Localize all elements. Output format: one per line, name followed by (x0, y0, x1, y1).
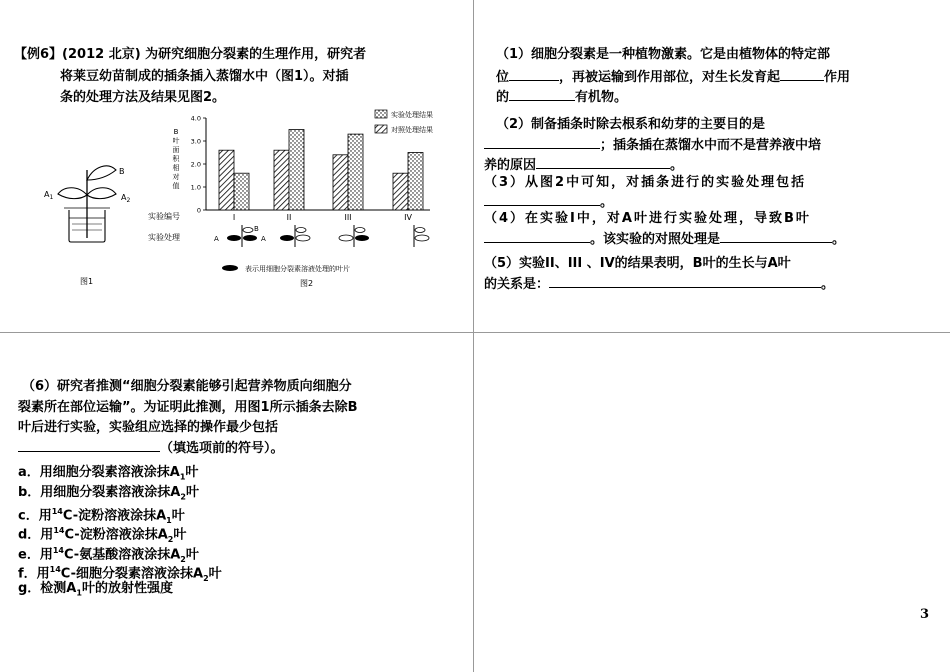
q1-line2: 位 ，再被运输到作用部位，对生长发育起 作用 (496, 66, 850, 87)
fig1-label-a2: $A_2$ (121, 193, 131, 204)
q5-blank[interactable] (549, 273, 821, 288)
note-text: 表示用细胞分裂素溶液处理的叶片 (245, 265, 350, 273)
bar-treat-IV (408, 153, 423, 211)
q6-line2: 裂素所在部位运输”。为证明此推测，用图1所示插条去除B (18, 400, 358, 415)
bar-treat-III (348, 134, 363, 210)
q1-blank-3[interactable] (509, 86, 575, 101)
bar-control-II (274, 150, 289, 210)
q6-line1: （6）研究者推测“细胞分裂素能够引起营养物质向细胞分 (22, 379, 352, 394)
option-d: d．用$^{14}$C-淀粉溶液涂抹$A_2$叶 (18, 526, 187, 544)
bar-control-III (333, 155, 348, 210)
fig1-label-b: B (119, 167, 125, 176)
treatment-diagram-4 (414, 225, 429, 247)
y-label-char: 叶 (172, 137, 180, 145)
fig2-caption: 图2 (300, 279, 314, 288)
q1-line1: （1）细胞分裂素是一种植物激素。它是由植物体的特定部 (496, 47, 831, 62)
y-label-char: 积 (172, 155, 180, 163)
bar-treat-II (289, 130, 304, 211)
fig1-label-a1: $A_1$ (44, 190, 54, 201)
y-label-char: B (173, 128, 179, 136)
treat1-label-a: A (214, 235, 219, 243)
q6-line4: （填选项前的符号）。 (18, 437, 284, 458)
quadrant-divider-horizontal (0, 332, 950, 333)
y-label-char: 相 (172, 164, 180, 172)
q4-blank-2[interactable] (720, 228, 832, 243)
legend-label-control: 对照处理结果 (391, 126, 433, 134)
treatment-diagram-2 (280, 225, 310, 247)
legend-swatch-control (375, 125, 387, 133)
option-g: g．检测$A_1$叶的放射性强度 (18, 581, 173, 598)
option-e: e．用$^{14}$C-氨基酸溶液涂抹$A_2$叶 (18, 546, 199, 564)
q1-blank-1[interactable] (509, 66, 559, 81)
y-label-char: 对 (172, 173, 180, 181)
legend-label-treat: 实验处理结果 (391, 111, 433, 119)
q1-blank-2[interactable] (780, 66, 824, 81)
category-label-I: I (232, 213, 236, 222)
problem-intro-line1: 【例6】(2012 北京) 为研究细胞分裂素的生理作用，研究者 (14, 47, 367, 62)
option-c: c．用$^{14}$C-淀粉溶液涂抹$A_1$叶 (18, 507, 185, 525)
treat1-label-b: B (254, 225, 259, 233)
legend-swatch-treat (375, 110, 387, 118)
q1-line3: 的 有机物。 (496, 86, 627, 107)
q6-blank[interactable] (18, 437, 160, 452)
category-label-III: III (344, 213, 352, 222)
problem-intro-line3: 条的处理方法及结果见图2。 (60, 90, 226, 105)
q2-blank-1[interactable] (484, 134, 600, 149)
category-label-IV: IV (404, 213, 412, 222)
bar-treat-I (234, 173, 249, 210)
category-label-II: II (286, 213, 292, 222)
figure1-plant-cutting (42, 150, 137, 290)
page-number: 3 (920, 607, 930, 622)
q2-line3: 养的原因 。 (484, 154, 683, 175)
y-tick-label: 4.0 (190, 114, 201, 123)
bar-control-IV (393, 173, 408, 210)
q3-line2: 。 (484, 191, 613, 212)
bars (219, 130, 423, 211)
row-label-experiment-id: 实验编号 (148, 212, 180, 221)
y-tick-label: 3.0 (190, 137, 201, 146)
y-tick-label: 0 (196, 206, 201, 215)
fig1-caption: 图1 (80, 277, 94, 286)
problem-intro-line2: 将莱豆幼苗制成的插条插入蒸馏水中（图1）。对插 (60, 69, 349, 84)
y-tick-label: 2.0 (190, 160, 201, 169)
y-axis-label (173, 128, 181, 190)
option-a: a．用细胞分裂素溶液涂抹$A_1$叶 (18, 465, 199, 482)
q3-line1: （3）从图2中可知，对插条进行的实验处理包括 (484, 175, 807, 190)
q6-line3: 叶后进行实验，实验组应选择的操作最少包括 (18, 420, 279, 435)
y-label-char: 值 (172, 182, 180, 190)
q2-line1: （2）制备插条时除去根系和幼芽的主要目的是 (496, 117, 766, 132)
q2-line2: ；插条插在蒸馏水中而不是营养液中培 (484, 134, 821, 155)
bar-control-I (219, 150, 234, 210)
y-label-char: 面 (172, 146, 180, 154)
q4-blank-1[interactable] (484, 228, 590, 243)
category-labels (233, 213, 413, 222)
y-axis-ticks (191, 115, 206, 215)
option-b: b．用细胞分裂素溶液涂抹$A_2$叶 (18, 485, 199, 502)
treatment-diagram-1 (214, 225, 266, 247)
q4-line1: （4）在实验I中，对A叶进行实验处理，导致B叶 (484, 211, 811, 226)
option-f: f．用$^{14}$C-细胞分裂素溶液涂抹$A_2$叶 (18, 565, 222, 583)
q5-line2: 的关系是： 。 (484, 273, 834, 294)
figure2-chart (140, 108, 470, 293)
row-label-treatment: 实验处理 (148, 233, 180, 242)
treat1-label-a2: A (261, 235, 266, 243)
y-tick-label: 1.0 (190, 183, 201, 192)
quadrant-divider-vertical (473, 0, 474, 672)
treatment-diagram-3 (339, 225, 369, 247)
q4-line2: 。该实验的对照处理是 。 (484, 228, 845, 249)
note-black-leaf-icon (222, 265, 238, 271)
q2-blank-2[interactable] (536, 154, 670, 169)
q5-line1: （5）实验II、III 、IV的结果表明，B叶的生长与A叶 (484, 256, 791, 271)
q3-blank[interactable] (484, 191, 600, 206)
